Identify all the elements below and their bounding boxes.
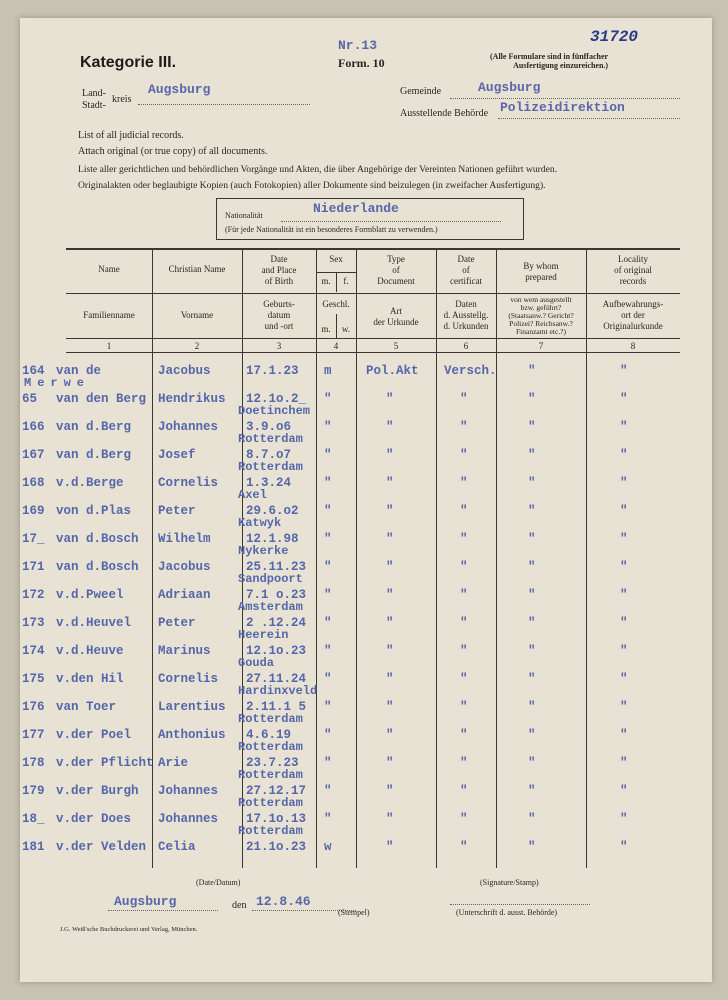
table-row <box>20 784 712 804</box>
record-locality-cell: " <box>620 616 628 630</box>
sex-cell: " <box>324 700 332 714</box>
certificate-date-cell: " <box>460 588 468 602</box>
birth-date-cell: 27.11.24 <box>246 672 307 686</box>
row-number-cell: 169 <box>22 504 45 518</box>
sex-cell: " <box>324 420 332 434</box>
prepared-by-cell: " <box>528 504 536 518</box>
christian-name-cell: Cornelis <box>158 672 219 686</box>
family-name-cell: van d.Bosch <box>56 560 139 574</box>
certificate-date-cell: " <box>460 616 468 630</box>
family-name-cell: van de <box>56 364 102 378</box>
birth-place: Rotterdam <box>238 740 303 754</box>
table-row <box>20 840 712 860</box>
prepared-by-cell: " <box>528 840 536 854</box>
document-type-cell: " <box>386 672 394 686</box>
sex-cell: " <box>324 476 332 490</box>
document-number: 31720 <box>590 28 639 46</box>
christian-name-cell: Celia <box>158 840 196 854</box>
prepared-by-cell: " <box>528 588 536 602</box>
sex-cell: " <box>324 448 332 462</box>
table-row <box>20 616 712 636</box>
submission-note-line2: Ausfertigung einzureichen.) <box>513 61 609 70</box>
certificate-date-cell: Versch. <box>444 364 497 378</box>
table-row <box>20 420 712 440</box>
family-name-cell: van d.Bosch <box>56 532 139 546</box>
stempel-label: (Stempel) <box>338 908 370 917</box>
christian-name-cell: Adriaan <box>158 588 211 602</box>
row-number-cell: 171 <box>22 560 45 574</box>
christian-name-cell: Anthonius <box>158 728 226 742</box>
record-locality-cell: " <box>620 364 628 378</box>
birth-place: Nykerke <box>238 544 289 558</box>
form-nr: Nr.13 <box>338 38 378 53</box>
submission-note <box>490 52 608 70</box>
table-row <box>20 560 712 580</box>
christian-name-cell: Johannes <box>158 420 219 434</box>
table-row <box>20 756 712 776</box>
certificate-date-cell: " <box>460 392 468 406</box>
document-type-cell: Pol.Akt <box>366 364 419 378</box>
sex-cell: " <box>324 756 332 770</box>
certificate-date-cell: " <box>460 560 468 574</box>
birth-place: Gouda <box>238 656 275 670</box>
document-type-cell: " <box>386 616 394 630</box>
birth-date-cell: 12.1o.2_ <box>246 392 307 406</box>
name-continuation: Merwe <box>24 376 91 390</box>
col-num-7: 7 <box>538 341 544 351</box>
form-number: Form. 10 <box>338 56 385 70</box>
record-locality-cell: " <box>620 532 628 546</box>
col-birth-header-de: Geburts- datum und -ort <box>263 299 295 331</box>
signature-label: (Signature/Stamp) <box>480 878 539 887</box>
prepared-by-cell: " <box>528 532 536 546</box>
row-number-cell: 181 <box>22 840 45 854</box>
row-number-cell: 167 <box>22 448 45 462</box>
table-row <box>20 672 712 692</box>
col-christian-header-de: Vorname <box>180 310 214 320</box>
table-row <box>20 448 712 468</box>
record-locality-cell: " <box>620 476 628 490</box>
col-type-header: Type of Document <box>377 254 415 286</box>
birth-place: Katwyk <box>238 516 282 530</box>
col-birth-header: Date and Place of Birth <box>261 254 297 286</box>
sex-cell: " <box>324 560 332 574</box>
col-num-8: 8 <box>630 341 636 351</box>
christian-name-cell: Jacobus <box>158 560 211 574</box>
record-locality-cell: " <box>620 448 628 462</box>
family-name-cell: van d.Berg <box>56 448 132 462</box>
row-number-cell: 178 <box>22 756 45 770</box>
record-locality-cell: " <box>620 560 628 574</box>
table-row <box>20 504 712 524</box>
prepared-by-cell: " <box>528 672 536 686</box>
row-number-cell: 18_ <box>22 812 45 826</box>
family-name-cell: v.d.Pweel <box>56 588 124 602</box>
birth-place: Sandpoort <box>238 572 303 586</box>
row-number-cell: 65 <box>22 392 38 406</box>
birth-place: Rotterdam <box>238 796 303 810</box>
certificate-date-cell: " <box>460 812 468 826</box>
col-num-4: 4 <box>333 341 339 351</box>
document-type-cell: " <box>386 504 394 518</box>
row-number-cell: 177 <box>22 728 45 742</box>
land-label: Land- <box>82 88 106 99</box>
unterschrift-label: (Unterschrift d. ausst. Behörde) <box>456 908 558 917</box>
prepared-by-cell: " <box>528 364 536 378</box>
christian-name-cell: Arie <box>158 756 189 770</box>
table-row <box>20 700 712 720</box>
christian-name-cell: Wilhelm <box>158 532 211 546</box>
document-type-cell: " <box>386 756 394 770</box>
prepared-by-cell: " <box>528 476 536 490</box>
birth-date-cell: 23.7.23 <box>246 756 299 770</box>
family-name-cell: v.der Burgh <box>56 784 139 798</box>
birth-date-cell: 27.12.17 <box>246 784 307 798</box>
col-sex-dw: w. <box>341 324 351 334</box>
family-name-cell: v.den Hil <box>56 672 124 686</box>
printer-imprint: J.G. Weiß'sche Buchdruckerei und Verlag, München. <box>60 926 198 933</box>
christian-name-cell: Josef <box>158 448 196 462</box>
record-locality-cell: " <box>620 644 628 658</box>
kreis-value: Augsburg <box>148 82 211 97</box>
family-name-cell: von d.Plas <box>56 504 132 518</box>
christian-name-cell: Larentius <box>158 700 226 714</box>
prepared-by-cell: " <box>528 784 536 798</box>
birth-place: Doetinchem <box>238 404 311 418</box>
col-num-3: 3 <box>276 341 282 351</box>
col-sex-header: Sex <box>329 254 343 264</box>
document-type-cell: " <box>386 728 394 742</box>
christian-name-cell: Johannes <box>158 784 219 798</box>
row-number-cell: 179 <box>22 784 45 798</box>
family-name-cell: v.der Velden <box>56 840 147 854</box>
certificate-date-cell: " <box>460 756 468 770</box>
birth-date-cell: 2 .12.24 <box>246 616 307 630</box>
col-name-header-de: Familienname <box>83 310 135 320</box>
instruction-2: Attach original (or true copy) of all documents. <box>78 146 268 157</box>
instruction-1: List of all judicial records. <box>78 130 184 141</box>
christian-name-cell: Jacobus <box>158 364 211 378</box>
birth-date-cell: 12.1o.23 <box>246 644 307 658</box>
row-number-cell: 164 <box>22 364 45 378</box>
sex-cell: " <box>324 392 332 406</box>
row-number-cell: 166 <box>22 420 45 434</box>
birth-place: Rotterdam <box>238 432 303 446</box>
family-name-cell: v.d.Heuve <box>56 644 124 658</box>
den-label: den <box>232 900 247 911</box>
birth-place: Rotterdam <box>238 824 303 838</box>
kategorie-title: Kategorie III. <box>80 54 177 71</box>
birth-date-cell: 7.1 o.23 <box>246 588 307 602</box>
birth-date-cell: 1.3.24 <box>246 476 292 490</box>
certificate-date-cell: " <box>460 476 468 490</box>
col-christian-header: Christian Name <box>168 264 226 274</box>
record-locality-cell: " <box>620 392 628 406</box>
birth-place: Rotterdam <box>238 768 303 782</box>
sex-cell: " <box>324 644 332 658</box>
instruction-3: Liste aller gerichtlichen und behördlichen Vorgänge und Akten, die über Angehörige der Vereinten Nationen geführt wurden. <box>78 164 558 175</box>
kreis-label: kreis <box>112 94 132 105</box>
row-number-cell: 175 <box>22 672 45 686</box>
table-row <box>20 476 712 496</box>
sex-cell: " <box>324 728 332 742</box>
sex-cell: " <box>324 588 332 602</box>
certificate-date-cell: " <box>460 840 468 854</box>
col-type-header-de: Art der Urkunde <box>373 306 419 327</box>
col-prep-header-de: von wem ausgestellt bzw. geführt? (Staatsanw.? Gericht? Polizei? Reichsanw.? Finanzamt etc.?) <box>508 295 574 336</box>
place-value: Augsburg <box>114 894 177 909</box>
birth-date-cell: 17.1o.13 <box>246 812 307 826</box>
certificate-date-cell: " <box>460 672 468 686</box>
christian-name-cell: Peter <box>158 616 196 630</box>
col-loc-header: Locality of original records <box>614 254 652 286</box>
birth-date-cell: 2.11.1 5 <box>246 700 307 714</box>
prepared-by-cell: " <box>528 448 536 462</box>
christian-name-cell: Hendrikus <box>158 392 226 406</box>
family-name-cell: van Toer <box>56 700 117 714</box>
behoerde-label: Ausstellende Behörde <box>400 108 489 119</box>
certificate-date-cell: " <box>460 504 468 518</box>
document-type-cell: " <box>386 560 394 574</box>
table-row <box>20 532 712 552</box>
sex-cell: w <box>324 840 332 854</box>
record-locality-cell: " <box>620 784 628 798</box>
family-name-cell: van d.Berg <box>56 420 132 434</box>
family-name-cell: van den Berg <box>56 392 147 406</box>
birth-date-cell: 25.11.23 <box>246 560 307 574</box>
birth-date-cell: 12.1.98 <box>246 532 299 546</box>
birth-place: Rotterdam <box>238 460 303 474</box>
record-locality-cell: " <box>620 420 628 434</box>
sex-cell: " <box>324 616 332 630</box>
document-type-cell: " <box>386 700 394 714</box>
prepared-by-cell: " <box>528 728 536 742</box>
col-num-6: 6 <box>463 341 469 351</box>
col-prep-header: By whom prepared <box>523 261 559 282</box>
col-num-5: 5 <box>393 341 399 351</box>
row-number-cell: 174 <box>22 644 45 658</box>
row-number-cell: 172 <box>22 588 45 602</box>
birth-date-cell: 29.6.o2 <box>246 504 299 518</box>
col-cert-header: Date of certificat <box>450 254 482 286</box>
prepared-by-cell: " <box>528 420 536 434</box>
birth-date-cell: 3.9.o6 <box>246 420 292 434</box>
certificate-date-cell: " <box>460 784 468 798</box>
col-sex-m: m. <box>321 276 331 286</box>
birth-place: Hardinxveld <box>238 684 318 698</box>
christian-name-cell: Johannes <box>158 812 219 826</box>
prepared-by-cell: " <box>528 616 536 630</box>
prepared-by-cell: " <box>528 812 536 826</box>
certificate-date-cell: " <box>460 700 468 714</box>
col-cert-header-de: Daten d. Ausstellg. d. Urkunden <box>443 299 489 331</box>
prepared-by-cell: " <box>528 392 536 406</box>
christian-name-cell: Marinus <box>158 644 211 658</box>
prepared-by-cell: " <box>528 756 536 770</box>
document-type-cell: " <box>386 840 394 854</box>
record-locality-cell: " <box>620 840 628 854</box>
document-type-cell: " <box>386 588 394 602</box>
table-row <box>20 364 712 384</box>
prepared-by-cell: " <box>528 560 536 574</box>
sex-cell: " <box>324 672 332 686</box>
family-name-cell: v.der Poel <box>56 728 132 742</box>
document-type-cell: " <box>386 392 394 406</box>
document-type-cell: " <box>386 644 394 658</box>
behoerde-value: Polizeidirektion <box>500 100 625 115</box>
row-number-cell: 168 <box>22 476 45 490</box>
birth-place: Axel <box>238 488 267 502</box>
table-row <box>20 392 712 412</box>
sex-cell: " <box>324 532 332 546</box>
document-type-cell: " <box>386 812 394 826</box>
document-type-cell: " <box>386 532 394 546</box>
gemeinde-value: Augsburg <box>478 80 541 95</box>
col-name-header: Name <box>98 264 120 274</box>
col-num-2: 2 <box>194 341 200 351</box>
birth-date-cell: 8.7.o7 <box>246 448 292 462</box>
birth-place: Heerein <box>238 628 289 642</box>
christian-name-cell: Peter <box>158 504 196 518</box>
table-row <box>20 644 712 664</box>
instruction-4: Originalakten oder beglaubigte Kopien (auch Fotokopien) aller Dokumente sind beizulegen (in zweifacher Ausfertigung). <box>78 180 546 191</box>
table-row <box>20 728 712 748</box>
date-value: 12.8.46 <box>256 894 311 909</box>
document-type-cell: " <box>386 784 394 798</box>
birth-place: Amsterdam <box>238 600 303 614</box>
record-locality-cell: " <box>620 756 628 770</box>
family-name-cell: v.der Pflicht <box>56 756 154 770</box>
row-number-cell: 173 <box>22 616 45 630</box>
document-type-cell: " <box>386 420 394 434</box>
nationality-label: Nationalität <box>225 211 263 220</box>
record-locality-cell: " <box>620 728 628 742</box>
birth-date-cell: 21.1o.23 <box>246 840 307 854</box>
row-number-cell: 17_ <box>22 532 45 546</box>
certificate-date-cell: " <box>460 532 468 546</box>
birth-date-cell: 17.1.23 <box>246 364 299 378</box>
record-locality-cell: " <box>620 812 628 826</box>
record-locality-cell: " <box>620 588 628 602</box>
family-name-cell: v.d.Heuvel <box>56 616 132 630</box>
birth-place: Rotterdam <box>238 712 303 726</box>
col-sex-header-de: Geschl. <box>322 299 350 309</box>
stadt-label: Stadt- <box>82 100 106 111</box>
col-num-1: 1 <box>106 341 112 351</box>
submission-note-line1: (Alle Formulare sind in fünffacher <box>490 52 609 61</box>
certificate-date-cell: " <box>460 448 468 462</box>
prepared-by-cell: " <box>528 700 536 714</box>
certificate-date-cell: " <box>460 728 468 742</box>
christian-name-cell: Cornelis <box>158 476 219 490</box>
nationality-note: (Für jede Nationalität ist ein besonderes Formblatt zu verwenden.) <box>225 225 438 234</box>
row-number-cell: 176 <box>22 700 45 714</box>
col-loc-header-de: Aufbewahrungs- ort der Originalurkunde <box>602 299 664 331</box>
sex-cell: " <box>324 812 332 826</box>
family-name-cell: v.d.Berge <box>56 476 124 490</box>
sex-cell: " <box>324 504 332 518</box>
family-name-cell: v.der Does <box>56 812 132 826</box>
birth-date-cell: 4.6.19 <box>246 728 292 742</box>
document-page <box>20 18 712 982</box>
sex-cell: " <box>324 784 332 798</box>
prepared-by-cell: " <box>528 644 536 658</box>
certificate-date-cell: " <box>460 644 468 658</box>
nationality-value: Niederlande <box>313 201 399 216</box>
record-locality-cell: " <box>620 672 628 686</box>
certificate-date-cell: " <box>460 420 468 434</box>
sex-cell: m <box>324 364 332 378</box>
col-sex-dm: m. <box>321 324 331 334</box>
document-type-cell: " <box>386 476 394 490</box>
document-type-cell: " <box>386 448 394 462</box>
date-label: (Date/Datum) <box>196 878 241 887</box>
record-locality-cell: " <box>620 504 628 518</box>
gemeinde-label: Gemeinde <box>400 86 442 97</box>
col-sex-f: f. <box>343 276 349 286</box>
table-row <box>20 588 712 608</box>
record-locality-cell: " <box>620 700 628 714</box>
nationality-box <box>216 198 524 240</box>
table-row <box>20 812 712 832</box>
